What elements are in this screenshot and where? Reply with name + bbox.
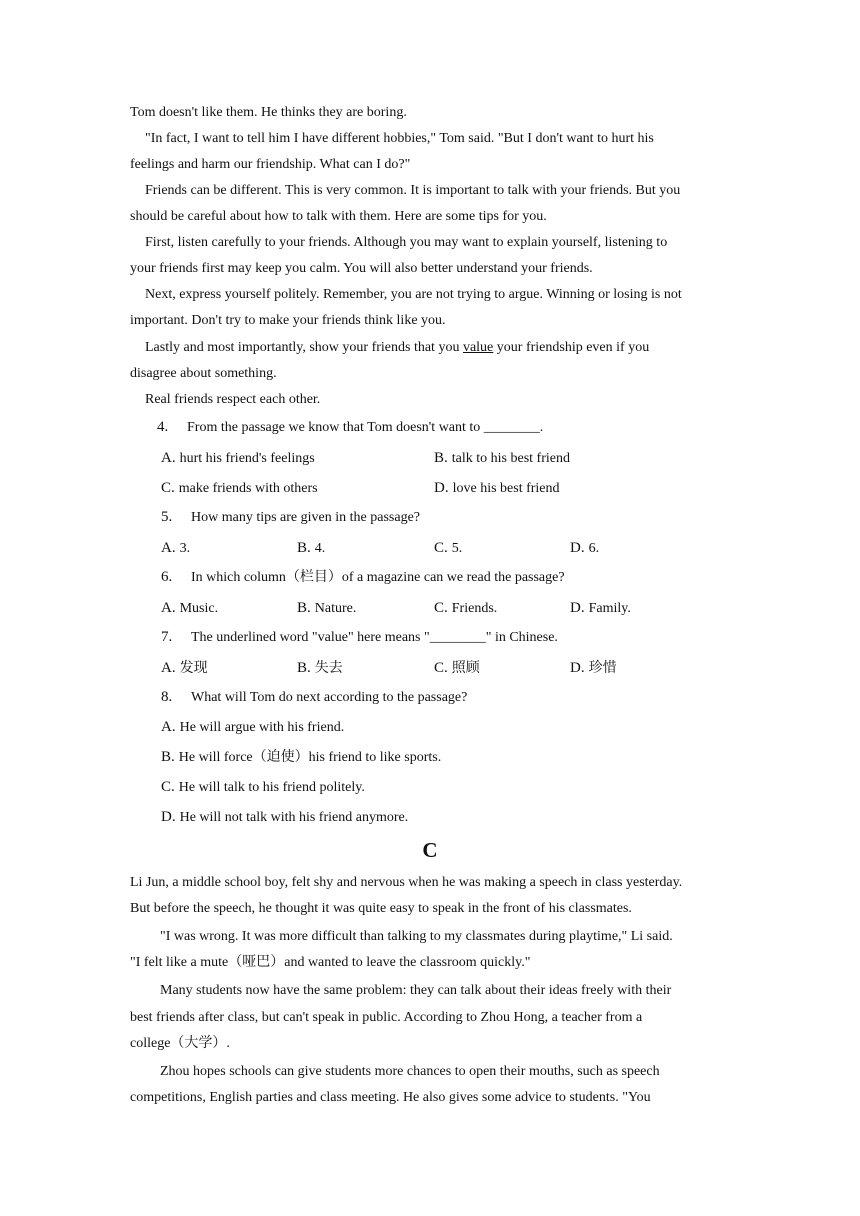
option-letter: B. (297, 540, 311, 556)
option-text: He will not talk with his friend anymore. (179, 810, 409, 825)
option-c (434, 599, 497, 618)
question-number: 7. (161, 629, 173, 645)
passage-line: But before the speech, he thought it was quite easy to speak in the front of his classmates. (130, 901, 632, 916)
option-letter: C. (434, 600, 448, 616)
option-b (434, 449, 570, 468)
option-letter: C. (161, 480, 175, 496)
line-segment: your friendship even if you (493, 340, 650, 355)
option-c (434, 539, 462, 558)
option-a (161, 718, 344, 737)
option-text: 失去 (314, 661, 343, 676)
option-letter: B. (297, 600, 311, 616)
passage-line-underlined (145, 339, 649, 357)
underlined-word: value (462, 340, 494, 355)
option-text: Music. (179, 601, 219, 616)
option-text: 珍惜 (588, 661, 617, 676)
option-letter: D. (570, 600, 585, 616)
question-text: From the passage we know that Tom doesn't want to ________. (187, 420, 544, 435)
question-number: 4. (157, 419, 169, 435)
question-text: The underlined word "value" here means "________" in Chinese. (191, 630, 558, 645)
option-d (570, 539, 599, 558)
option-text: Friends. (451, 601, 498, 616)
passage-line: Li Jun, a middle school boy, felt shy and nervous when he was making a speech in class yesterday. (130, 875, 683, 890)
option-text: 发现 (179, 661, 208, 676)
passage-line: your friends first may keep you calm. You will also better understand your friends. (130, 261, 593, 276)
question-text: In which column（栏目）of a magazine can we read the passage? (191, 570, 565, 585)
passage-line: Many students now have the same problem: they can talk about their ideas freely with their (160, 983, 672, 998)
passage-line: First, listen carefully to your friends. Although you may want to explain yourself, listening to (145, 235, 668, 250)
passage-line: "In fact, I want to tell him I have different hobbies," Tom said. "But I don't want to hurt his (145, 131, 654, 146)
option-text: make friends with others (178, 481, 318, 496)
passage-line: Real friends respect each other. (145, 392, 321, 407)
passage-line: best friends after class, but can't speak in public. According to Zhou Hong, a teacher from a (130, 1010, 643, 1025)
option-letter: B. (297, 660, 311, 676)
option-d (570, 659, 617, 678)
passage-line: disagree about something. (130, 366, 277, 381)
option-d (434, 479, 560, 498)
option-letter: C. (161, 779, 175, 795)
option-d (161, 808, 408, 827)
option-a (161, 539, 190, 558)
option-letter: D. (161, 809, 176, 825)
option-letter: A. (161, 719, 176, 735)
passage-line: Tom doesn't like them. He thinks they are boring. (130, 105, 407, 120)
passage-line: Next, express yourself politely. Remember, you are not trying to argue. Winning or losing is not (145, 287, 682, 302)
option-letter: D. (570, 540, 585, 556)
option-text: talk to his best friend (451, 451, 570, 466)
passage-line: competitions, English parties and class meeting. He also gives some advice to students. "You (130, 1090, 651, 1105)
option-text: He will force（迫使）his friend to like sports. (178, 750, 442, 765)
question-number: 6. (161, 569, 173, 585)
option-text: love his best friend (452, 481, 560, 496)
passage-line: feelings and harm our friendship. What can I do?" (130, 157, 411, 172)
option-text: Nature. (314, 601, 357, 616)
option-letter: C. (434, 540, 448, 556)
question-number: 5. (161, 509, 173, 525)
passage-line: college（大学）. (130, 1036, 230, 1051)
option-letter: B. (434, 450, 448, 466)
option-text: 5. (451, 541, 463, 556)
option-b (297, 539, 325, 558)
option-text: 3. (179, 541, 191, 556)
option-c (161, 778, 365, 797)
question-text: What will Tom do next according to the passage? (191, 690, 468, 705)
option-letter: D. (570, 660, 585, 676)
option-c (161, 479, 318, 498)
option-letter: A. (161, 450, 176, 466)
option-letter: A. (161, 660, 176, 676)
option-text: He will argue with his friend. (179, 720, 345, 735)
section-heading: C (422, 838, 438, 862)
option-c (434, 659, 480, 678)
passage-line: Friends can be different. This is very common. It is important to talk with your friends. But you (145, 183, 681, 198)
option-letter: A. (161, 600, 176, 616)
option-d (570, 599, 631, 618)
passage-line: "I was wrong. It was more difficult than talking to my classmates during playtime," Li said. (160, 929, 673, 944)
option-text: 照顾 (451, 661, 480, 676)
passage-line: should be careful about how to talk with them. Here are some tips for you. (130, 209, 547, 224)
option-letter: D. (434, 480, 449, 496)
option-letter: C. (434, 660, 448, 676)
option-a (161, 659, 208, 678)
option-text: 6. (588, 541, 600, 556)
passage-line: Zhou hopes schools can give students more chances to open their mouths, such as speech (160, 1064, 660, 1079)
question-number: 8. (161, 689, 173, 705)
option-b (297, 599, 356, 618)
option-letter: A. (161, 540, 176, 556)
option-b (297, 659, 343, 678)
option-a (161, 449, 315, 468)
option-text: He will talk to his friend politely. (178, 780, 365, 795)
passage-line: "I felt like a mute（哑巴）and wanted to leave the classroom quickly." (130, 955, 531, 970)
option-text: hurt his friend's feelings (179, 451, 315, 466)
passage-line: important. Don't try to make your friends think like you. (130, 313, 446, 328)
option-letter: B. (161, 749, 175, 765)
question-text: How many tips are given in the passage? (191, 510, 420, 525)
option-a (161, 599, 218, 618)
option-text: 4. (314, 541, 326, 556)
line-segment: Lastly and most importantly, show your friends that you (145, 340, 463, 355)
option-text: Family. (588, 601, 631, 616)
option-b (161, 748, 441, 767)
